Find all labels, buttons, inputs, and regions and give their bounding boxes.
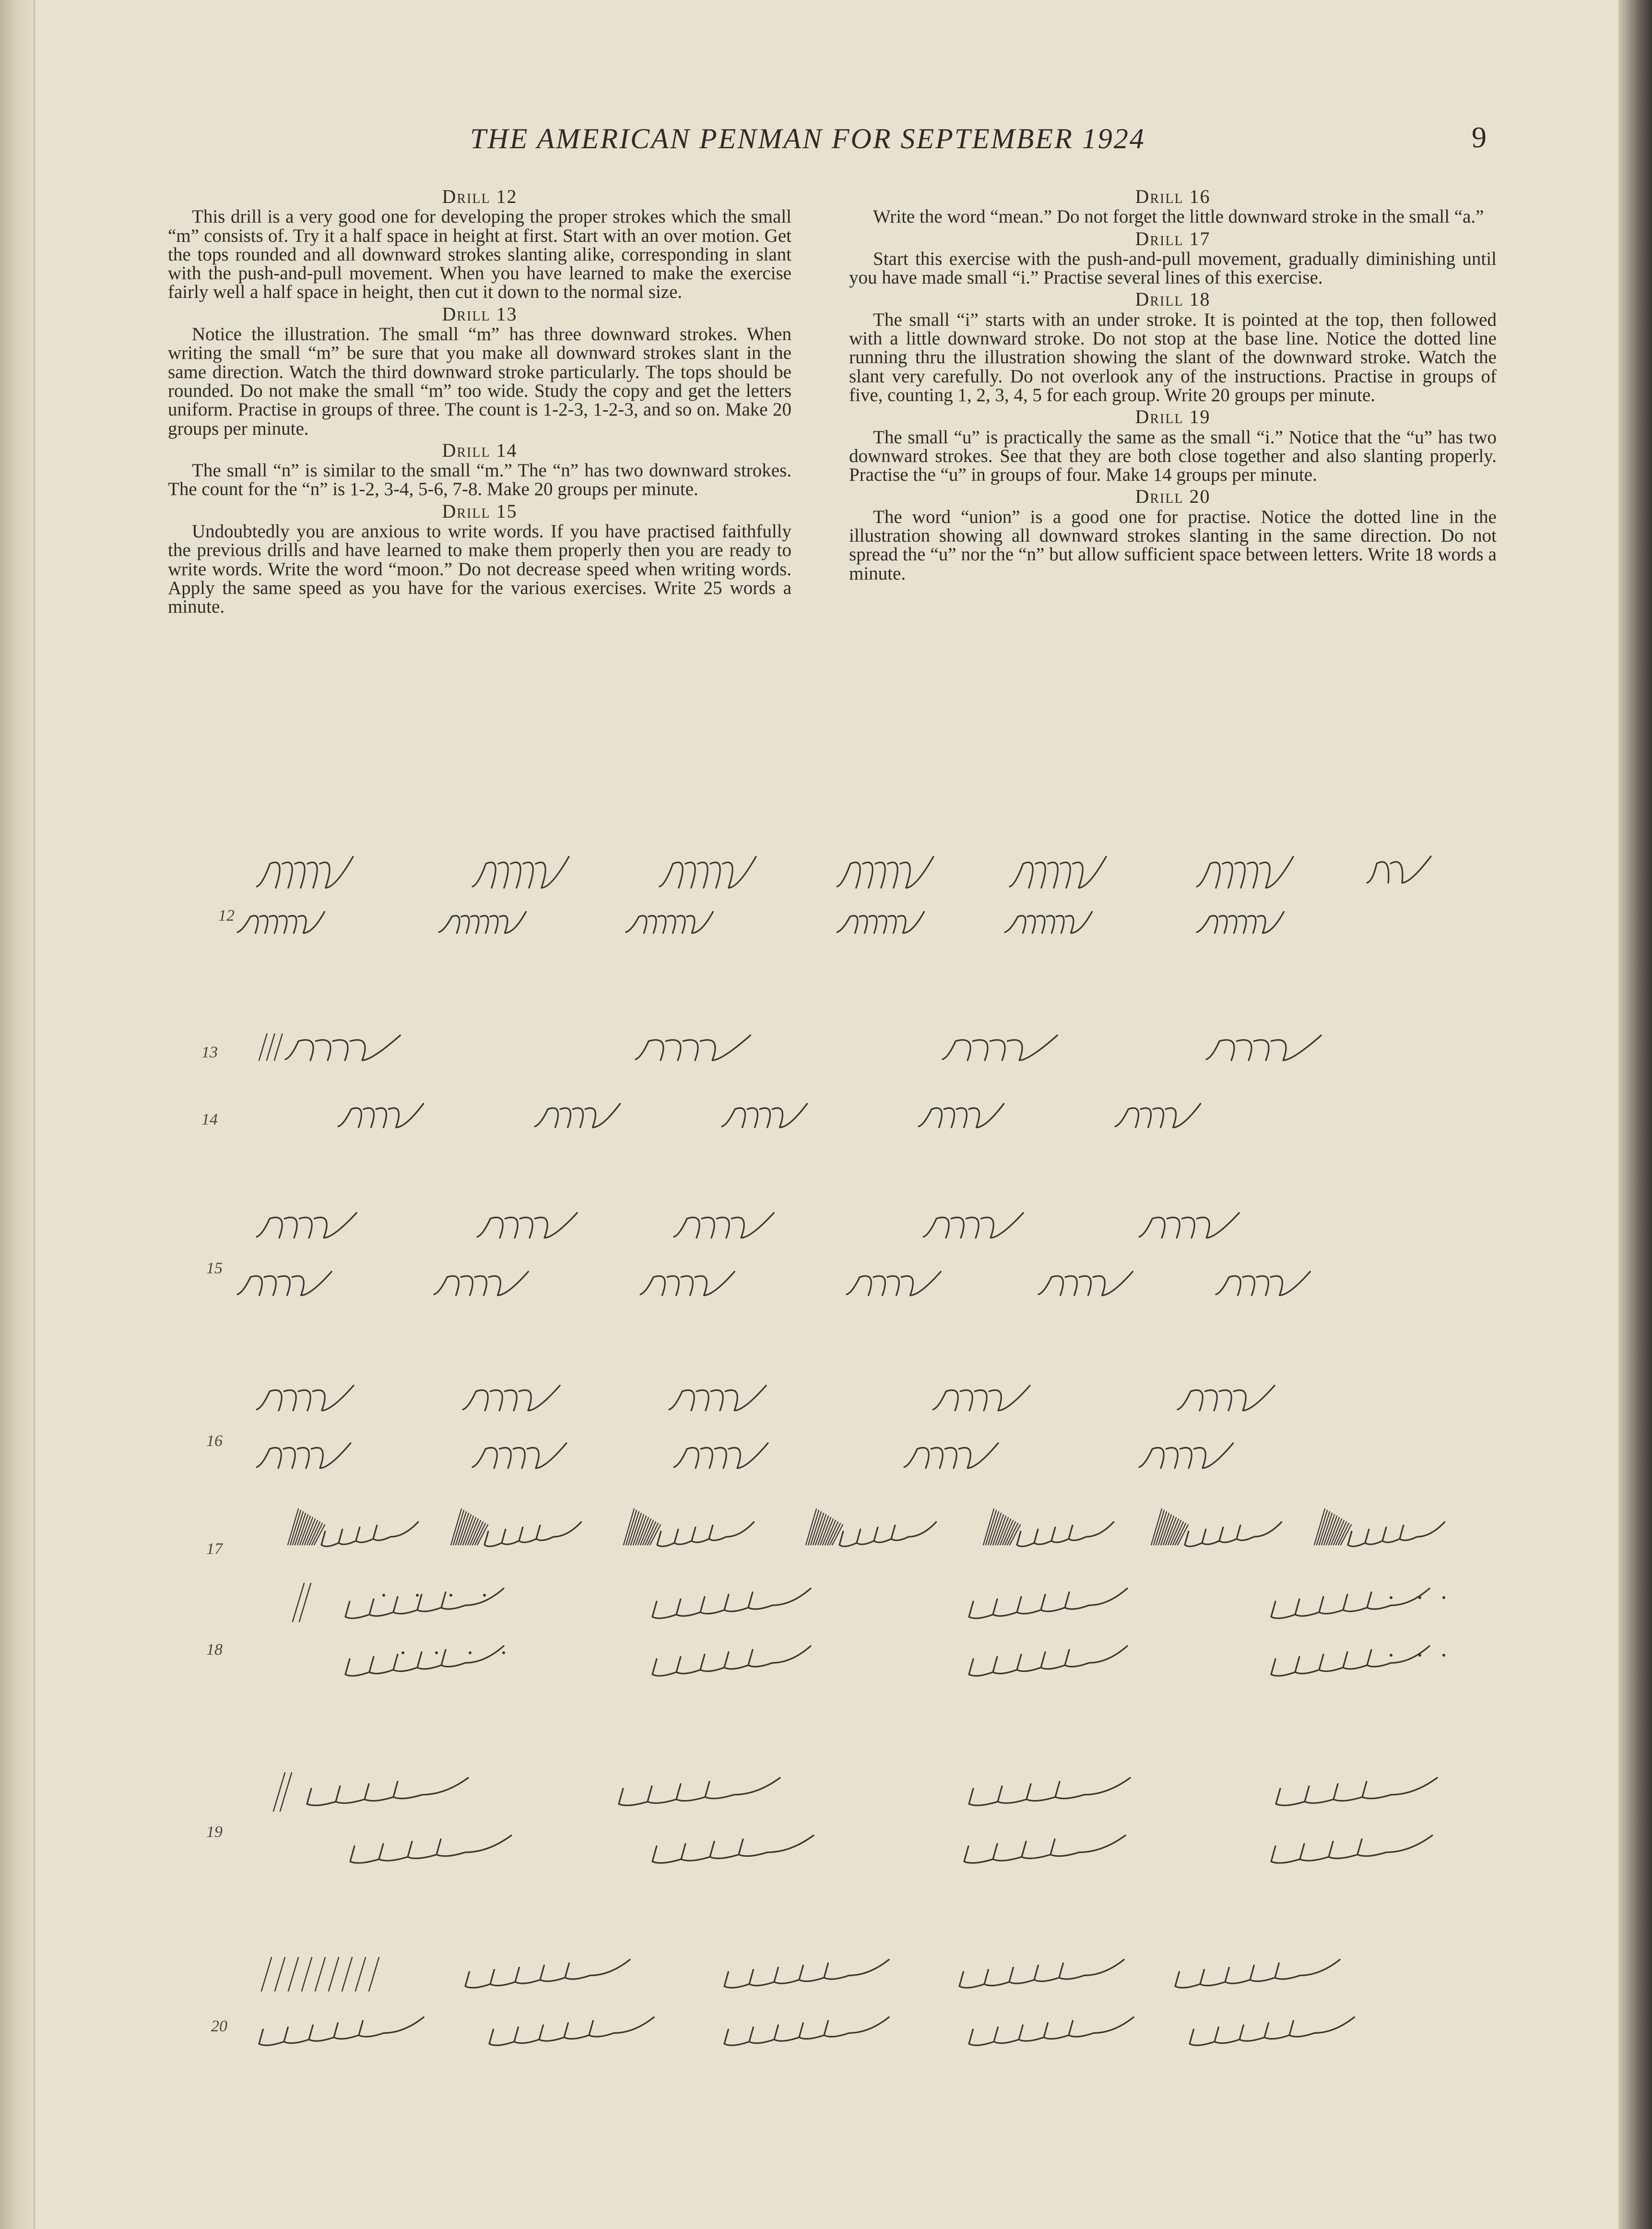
drill-17-push-pull — [1163, 1516, 1174, 1545]
drill-15-word-moon — [1139, 1213, 1239, 1238]
drill-20-slant-guide — [302, 1957, 312, 1991]
drill-20-slant-guide — [275, 1957, 285, 1991]
drill-17-push-pull — [470, 1520, 481, 1545]
drill-17-push-pull — [1319, 1512, 1330, 1545]
row-number: 17 — [206, 1540, 223, 1558]
drill-14-n-group — [722, 1104, 807, 1127]
drill-18-i-group — [652, 1646, 811, 1676]
drill-17-push-pull — [1336, 1522, 1346, 1545]
drill-14-n-group — [535, 1104, 620, 1127]
drill-17-push-pull — [288, 1509, 298, 1545]
drill-16-word-mean — [257, 1443, 351, 1468]
drill-17-push-pull — [1151, 1509, 1162, 1545]
row-number: 14 — [201, 1111, 218, 1128]
drill-16-word-mean — [933, 1386, 1030, 1411]
drill-17-push-pull — [1338, 1523, 1349, 1545]
drill-19-u-group — [307, 1778, 468, 1805]
i-dot — [1418, 1596, 1421, 1599]
drill-17-push-pull — [1000, 1519, 1011, 1545]
drill-17-push-pull — [1154, 1510, 1164, 1545]
drill-13-m-group — [636, 1035, 750, 1060]
drill-20-word-union — [959, 1960, 1124, 1988]
drill-19-u-group — [1271, 1836, 1432, 1863]
drill-13-m-group — [285, 1035, 400, 1060]
drill-12-m-group — [257, 857, 353, 888]
drill-17-push-pull — [305, 1519, 315, 1545]
drill-17-push-pull — [1170, 1520, 1181, 1545]
drill-16-word-mean — [257, 1386, 354, 1411]
drill-18-slant-guide — [293, 1583, 304, 1622]
drill-17-push-pull — [640, 1519, 651, 1545]
drill-12-small-m-group — [439, 912, 526, 933]
drill-17-push-pull — [1314, 1509, 1325, 1545]
drill-16-word-mean — [904, 1443, 998, 1468]
drill-17-push-pull — [297, 1515, 308, 1545]
drill-19-slant-guide — [280, 1773, 292, 1811]
book-gutter — [0, 0, 35, 2229]
drill-13-m-group — [943, 1035, 1057, 1060]
drill-19-u-group — [969, 1778, 1130, 1805]
i-dot — [401, 1651, 404, 1654]
i-dot — [449, 1594, 452, 1597]
i-dot — [483, 1594, 486, 1597]
drill-20-slant-guide — [355, 1957, 366, 1991]
drill-12-small-m-group — [1005, 912, 1092, 933]
drill-13-m-group — [1206, 1035, 1321, 1060]
drill-17-push-pull — [988, 1512, 999, 1545]
row-number: 18 — [206, 1641, 223, 1659]
drill-17-push-pull — [650, 1525, 661, 1545]
drill-17-push-pull — [468, 1519, 478, 1545]
i-dot — [1442, 1654, 1445, 1657]
drill-20-word-union — [259, 2017, 424, 2046]
drill-16 — [849, 187, 1497, 226]
drill-17-i-trail — [1185, 1522, 1282, 1546]
drill-17-i-trail — [1017, 1522, 1114, 1546]
drill-title: Drill 14 — [442, 439, 518, 461]
drill-17-push-pull — [302, 1518, 313, 1545]
drill-12-m-group — [1367, 856, 1431, 883]
drill-17-push-pull — [456, 1512, 466, 1545]
drill-17-push-pull — [465, 1518, 476, 1545]
drill-17-push-pull — [815, 1515, 826, 1545]
drill-17-push-pull — [1322, 1513, 1332, 1545]
drill-20-slant-guide — [342, 1957, 352, 1991]
drill-17-push-pull — [293, 1512, 303, 1545]
drill-17-push-pull — [638, 1518, 649, 1545]
drill-text: This drill is a very good one for developing the proper strokes which the small “m” consists of. Try it a half space in height at first. Start with an over motion. Get the tops rounded and all downward strokes slanting alike, corresponding in slant with the push-and-pull movement. When you have learned to make the exercise fairly well a half space in height, then cut it down to the normal size. — [168, 206, 791, 303]
left-column — [168, 186, 791, 619]
drill-20-word-union — [724, 1960, 889, 1988]
drill-14 — [168, 441, 791, 499]
drill-15-word-noon — [640, 1272, 734, 1295]
drill-20-word-union — [465, 1960, 630, 1988]
drill-17-push-pull — [1173, 1522, 1183, 1545]
drill-17-push-pull — [1331, 1519, 1342, 1545]
drill-17-push-pull — [1156, 1512, 1167, 1545]
drill-17-push-pull — [458, 1513, 469, 1545]
drill-20 — [849, 487, 1497, 582]
drill-17-push-pull — [295, 1513, 306, 1545]
drill-15-word-moon — [674, 1213, 774, 1238]
drill-17-push-pull — [1158, 1513, 1169, 1545]
drill-text: The word “union” is a good one for practise. Notice the dotted line in the illustration showing all downward strokes slanting in the same direction. Do not spread the “u” nor the “n” but allow sufficient space between letters. Write 18 words a minute. — [849, 506, 1497, 584]
drill-text: The small “n” is similar to the small “m.” The “n” has two downward strokes. The count for the “n” is 1-2, 3-4, 5-6, 7-8. Make 20 groups per minute. — [168, 460, 791, 500]
drill-18-i-group — [969, 1646, 1127, 1676]
drill-text: The small “i” starts with an under stroke. It is pointed at the top, then followed with a little downward stroke. Do not stop at the base line. Notice the dotted line running thru the illustration showing the slant of the downward stroke. Watch the slant very carefully. Do not overlook any of the instructions. Practise in groups of five, counting 1, 2, 3, 4, 5 for each group. Write 20 groups per minute. — [849, 309, 1497, 405]
drill-title: Drill 19 — [1135, 406, 1211, 428]
row-number: 20 — [211, 2017, 227, 2035]
drill-18-i-group — [1271, 1589, 1429, 1618]
i-dot — [435, 1651, 438, 1654]
drill-14-n-group — [1115, 1104, 1201, 1127]
drill-13 — [168, 305, 791, 438]
drill-12-small-m-group — [837, 912, 924, 933]
drill-18-i-group — [1271, 1646, 1429, 1676]
drill-17-push-pull — [290, 1510, 301, 1545]
drill-16-word-mean — [463, 1386, 560, 1411]
drill-17-push-pull — [1166, 1518, 1176, 1545]
drill-12 — [168, 187, 791, 302]
drill-17-push-pull — [811, 1512, 821, 1545]
drill-17-push-pull — [1010, 1525, 1020, 1545]
drill-18-i-group — [969, 1589, 1127, 1618]
drill-16-word-mean — [472, 1443, 566, 1468]
drill-16-word-mean — [1139, 1443, 1233, 1468]
drill-19 — [849, 407, 1497, 484]
drill-17-push-pull — [991, 1513, 1001, 1545]
drill-12-small-m-group — [1197, 912, 1284, 933]
drill-20-word-union — [489, 2017, 654, 2046]
drill-17-push-pull — [1333, 1520, 1344, 1545]
drill-title: Drill 17 — [1135, 227, 1211, 249]
drill-15-word-noon — [847, 1272, 941, 1295]
drill-15-word-noon — [1216, 1272, 1310, 1295]
drill-title: Drill 15 — [442, 500, 518, 522]
row-number: 16 — [206, 1432, 223, 1450]
drill-20-word-union — [1175, 1960, 1340, 1988]
drill-17-push-pull — [983, 1509, 994, 1545]
drill-17-push-pull — [453, 1510, 464, 1545]
drill-17-push-pull — [645, 1522, 656, 1545]
drill-17-push-pull — [451, 1509, 461, 1545]
drill-19-u-group — [1276, 1778, 1437, 1805]
drill-17-push-pull — [1161, 1515, 1171, 1545]
drill-17-i-trail — [657, 1522, 754, 1546]
drill-20-slant-guide — [315, 1957, 325, 1991]
drill-15-word-moon — [477, 1213, 577, 1238]
drill-13-slant-guide — [267, 1034, 275, 1060]
drill-15-word-noon — [1038, 1272, 1133, 1295]
drill-title: Drill 12 — [442, 186, 518, 207]
drill-17 — [849, 229, 1497, 287]
drill-18-i-group — [345, 1646, 504, 1676]
drill-17-push-pull — [463, 1516, 473, 1545]
drill-17-push-pull — [1175, 1523, 1186, 1545]
drill-19-u-group — [350, 1836, 511, 1863]
drill-17-push-pull — [808, 1510, 819, 1545]
drill-17-push-pull — [1317, 1510, 1327, 1545]
drill-17-push-pull — [823, 1519, 833, 1545]
drill-17-push-pull — [1326, 1516, 1337, 1545]
drill-16-word-mean — [669, 1386, 766, 1411]
drill-18-i-group — [652, 1589, 811, 1618]
drill-17-push-pull — [806, 1509, 816, 1545]
drill-text: The small “u” is practically the same as the small “i.” Notice that the “u” has two downward strokes. See that they are both close together and also slanting properly. Practise the “u” in groups of four. Make 14 groups per minute. — [849, 427, 1497, 486]
drill-17-push-pull — [633, 1515, 644, 1545]
drill-17-push-pull — [475, 1523, 485, 1545]
drill-19-slant-guide — [273, 1773, 285, 1811]
drill-17-push-pull — [1007, 1523, 1018, 1545]
drill-17-push-pull — [832, 1525, 843, 1545]
drill-17-i-trail — [1348, 1522, 1445, 1546]
running-title: THE AMERICAN PENMAN FOR SEPTEMBER 1924 — [470, 123, 1145, 154]
drill-17-push-pull — [312, 1523, 322, 1545]
drill-17-push-pull — [825, 1520, 836, 1545]
drill-text: Start this exercise with the push-and-pull movement, gradually diminishing until you have made small “i.” Practise several lines of this exercise. — [849, 248, 1497, 288]
drill-15-word-moon — [257, 1213, 356, 1238]
drill-12-m-group — [472, 857, 569, 888]
drill-17-push-pull — [1178, 1525, 1188, 1545]
drill-text: Write the word “mean.” Do not forget the little downward stroke in the small “a.” — [873, 206, 1484, 227]
drill-17-push-pull — [472, 1522, 483, 1545]
row-number: 19 — [206, 1823, 223, 1841]
drill-15-word-noon — [434, 1272, 528, 1295]
drill-20-word-union — [724, 2017, 889, 2046]
drill-17-push-pull — [986, 1510, 996, 1545]
drill-20-word-union — [969, 2017, 1133, 2046]
drill-text: Notice the illustration. The small “m” has three downward strokes. When writing the small “m” be sure that you make all downward strokes slant in the same direction. Watch the third downward stroke particularly. The tops should be rounded. Do not make the small “m” too wide. Study the copy and get the letters uniform. Practise in groups of three. The count is 1-2-3, 1-2-3, and so on. Make 20 groups per minute. — [168, 324, 791, 439]
right-column — [849, 186, 1497, 586]
drill-17-push-pull — [1003, 1520, 1013, 1545]
drill-20-slant-guide — [369, 1957, 379, 1991]
drill-17-push-pull — [309, 1522, 320, 1545]
drill-17-push-pull — [813, 1513, 824, 1545]
drill-12-m-group — [1197, 857, 1293, 888]
drill-20-slant-guide — [261, 1957, 271, 1991]
drill-17-push-pull — [1168, 1519, 1179, 1545]
drill-12-m-group — [1010, 857, 1106, 888]
drill-20-slant-guide — [329, 1957, 339, 1991]
drill-18-slant-guide — [299, 1583, 311, 1622]
drill-title: Drill 18 — [1135, 288, 1211, 310]
i-dot — [416, 1594, 419, 1597]
drill-18-i-group — [345, 1589, 504, 1618]
page-edge — [1618, 0, 1652, 2229]
drill-12-m-group — [660, 857, 756, 888]
drill-16-word-mean — [1178, 1386, 1274, 1411]
drill-17-push-pull — [314, 1525, 325, 1545]
drill-14-n-group — [338, 1104, 424, 1127]
row-number: 12 — [218, 907, 235, 925]
drill-text: Undoubtedly you are anxious to write words. If you have practised faithfully the previous drills and have learned to make them properly then you are ready to write words. Write the word “moon.” Do not decrease speed when writing words. Apply the same speed as you have for the various exercises. Write 25 words a minute. — [168, 521, 791, 617]
drill-15-word-moon — [923, 1213, 1023, 1238]
drill-17-push-pull — [820, 1518, 831, 1545]
drill-17-push-pull — [624, 1509, 634, 1545]
drill-17-push-pull — [830, 1523, 840, 1545]
drill-17-push-pull — [626, 1510, 637, 1545]
drill-17-push-pull — [648, 1523, 658, 1545]
row-number: 15 — [206, 1259, 223, 1277]
drill-17-push-pull — [1324, 1515, 1334, 1545]
drill-16-word-mean — [674, 1443, 768, 1468]
drill-12-small-m-group — [237, 912, 324, 933]
page-number: 9 — [1472, 121, 1487, 154]
drill-17-push-pull — [998, 1518, 1008, 1545]
drill-17-push-pull — [300, 1516, 310, 1545]
drill-20-word-union — [1190, 2017, 1354, 2046]
i-dot — [469, 1651, 472, 1654]
drill-17-i-trail — [484, 1522, 581, 1546]
drill-17-push-pull — [628, 1512, 639, 1545]
drill-17-push-pull — [818, 1516, 828, 1545]
drill-19-u-group — [619, 1778, 780, 1805]
drill-12-small-m-group — [626, 912, 713, 933]
drill-17-push-pull — [307, 1520, 318, 1545]
drill-17-push-pull — [636, 1516, 646, 1545]
drill-17-i-trail — [839, 1522, 936, 1546]
drill-12-m-group — [837, 857, 933, 888]
drill-13-slant-guide — [259, 1034, 267, 1060]
drill-14-n-group — [919, 1104, 1004, 1127]
drill-15-word-noon — [237, 1272, 331, 1295]
drill-15 — [168, 502, 791, 617]
drill-20-slant-guide — [288, 1957, 298, 1991]
row-number: 13 — [201, 1043, 218, 1061]
drill-19-u-group — [964, 1836, 1125, 1863]
drill-19-u-group — [652, 1836, 814, 1863]
i-dot — [1442, 1596, 1445, 1599]
drill-17-push-pull — [631, 1513, 641, 1545]
drill-17-push-pull — [827, 1522, 838, 1545]
drill-18 — [849, 290, 1497, 404]
i-dot — [502, 1651, 505, 1654]
drill-title: Drill 13 — [442, 303, 518, 325]
drill-17-push-pull — [643, 1520, 653, 1545]
drill-17-push-pull — [993, 1515, 1003, 1545]
drill-17-push-pull — [1329, 1518, 1339, 1545]
i-dot — [1390, 1654, 1392, 1657]
i-dot — [1418, 1654, 1421, 1657]
i-dot — [382, 1594, 385, 1597]
drill-17-push-pull — [1005, 1522, 1015, 1545]
drill-13-slant-guide — [274, 1034, 283, 1060]
i-dot — [1390, 1596, 1392, 1599]
drill-17-push-pull — [460, 1515, 471, 1545]
drill-17-push-pull — [477, 1525, 488, 1545]
drill-17-i-trail — [321, 1522, 418, 1546]
drill-title: Drill 20 — [1135, 486, 1211, 508]
drill-title: Drill 16 — [1135, 186, 1211, 207]
drill-17-push-pull — [1341, 1525, 1351, 1545]
drill-17-push-pull — [995, 1516, 1006, 1545]
